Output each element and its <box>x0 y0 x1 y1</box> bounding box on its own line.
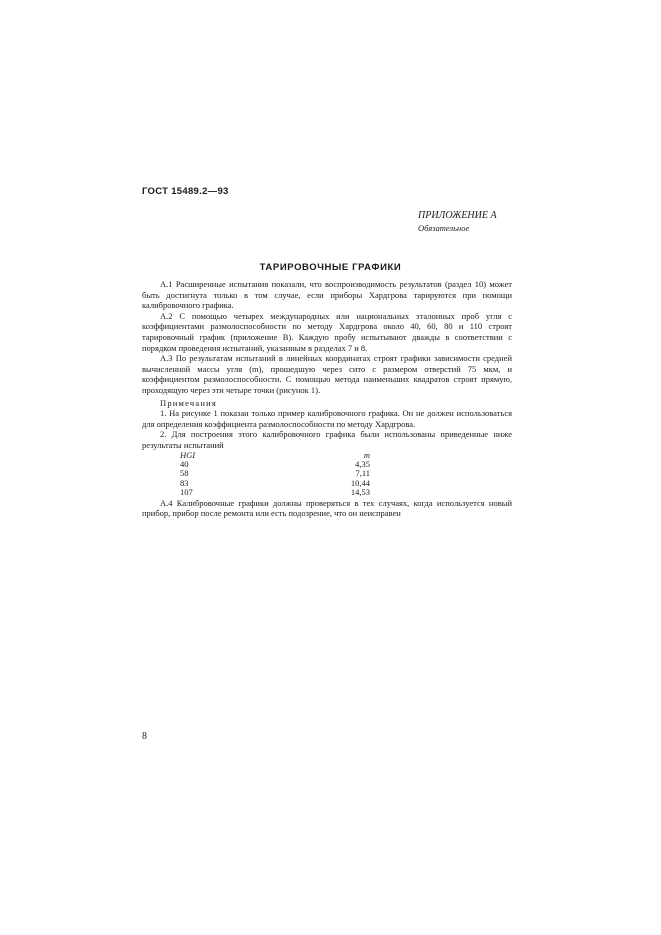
appendix-label: ПРИЛОЖЕНИЕ А <box>418 210 497 221</box>
table-header-hgi: HGI <box>180 449 196 460</box>
table-cell: 7,11 <box>355 468 370 479</box>
table-cell: 58 <box>180 468 189 479</box>
table-header-m: m <box>363 449 370 460</box>
table-cell: 10,44 <box>350 477 370 488</box>
section-title: ТАРИРОВОЧНЫЕ ГРАФИКИ <box>259 262 402 273</box>
table-row <box>172 479 370 488</box>
appendix-block <box>418 209 538 235</box>
note-2: 2. Для построения этого калибровочного графика были использованы приведенные ниже результаты испытаний <box>142 429 512 450</box>
paragraph-a3: А.3 По результатам испытаний в линейных координатах строят графики зависимости средней вычисленной массы угля (m), прошедшую через сито с размером отверстий 75 мкм, и коэффициентом размолоспособности. С помощью метода наименьших квадратов строят прямую, проходящую через эти четыре точки (рисунок 1). <box>142 353 512 395</box>
table-cell: 83 <box>180 477 189 488</box>
appendix-status: Обязательное <box>418 223 470 233</box>
table-row <box>172 488 370 497</box>
paragraph-a4: А.4 Калибровочные графики должны проверяться в тех случаях, когда используется новый прибор, прибор после ремонта или есть подозрение, что он неисправен <box>142 497 512 519</box>
table-cell: 4,35 <box>355 458 370 469</box>
note-1: 1. На рисунке 1 показан только пример калибровочного графика. Он не должен использоваться для определения коэффициента размолоспособности по методу Хардгрова. <box>142 408 512 429</box>
paragraph-a2: А.2 С помощью четырех международных или национальных эталонных проб угля с коэффициентами размолоспособности по методу Хардгрова около 40, 60, 80 и 110 строят тарировочный график (приложение В). Каждую пробу испытывают дважды в соответствии с порядком проведения испытаний, указанным в разделах 7 и 8. <box>142 310 512 353</box>
page-number: 8 <box>142 731 147 742</box>
notes-heading: Примечания <box>160 397 217 408</box>
table-row <box>172 469 370 478</box>
table-cell: 14,53 <box>350 487 370 498</box>
table-header-row <box>172 451 370 460</box>
results-table <box>172 451 370 498</box>
body-text <box>142 279 512 519</box>
paragraph-a1: А.1 Расширенные испытания показали, что воспроизводимость результатов (раздел 10) может быть достигнута только в том случае, если приборы Хардгрова тарируются при помощи калибровочного графика. <box>142 279 512 311</box>
table-row <box>172 460 370 469</box>
table-cell: 107 <box>180 487 193 498</box>
table-cell: 40 <box>180 458 189 469</box>
standard-header: ГОСТ 15489.2—93 <box>142 186 229 197</box>
